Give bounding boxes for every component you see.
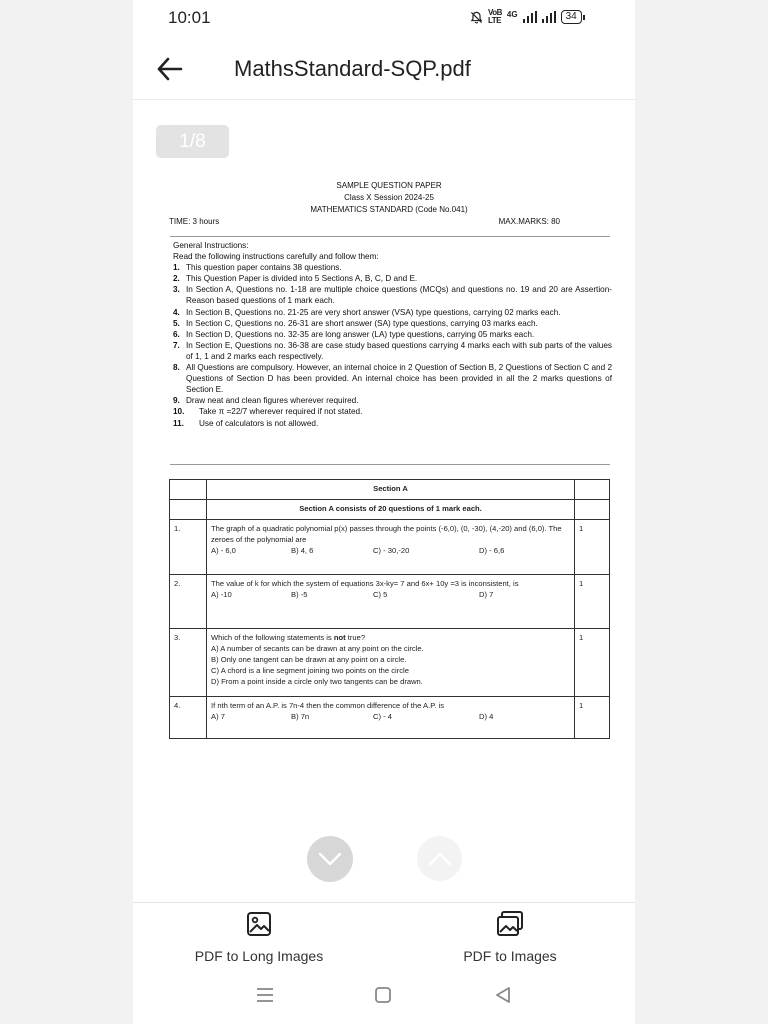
option: A) -10	[211, 590, 232, 599]
divider	[170, 236, 610, 237]
instruction-number: 5.	[173, 318, 180, 328]
table-cell	[575, 500, 610, 520]
instruction-item	[173, 395, 612, 406]
instructions-heading: General Instructions:	[173, 241, 249, 250]
instruction-text: In Section B, Questions no. 21-25 are very short answer (VSA) type questions, carrying 02 marks each.	[186, 307, 561, 317]
section-title: Section A	[207, 480, 575, 500]
instruction-item	[173, 340, 612, 362]
question-number: 1.	[170, 520, 207, 575]
question-text: The value of k for which the system of equations 3x-ky= 7 and 6x+ 10y =3 is inconsistent, is	[211, 579, 519, 588]
option: D) 4	[479, 712, 494, 721]
question-options	[211, 711, 570, 722]
pdf-page[interactable]	[166, 180, 612, 428]
option-line: C) A chord is a line segment joining two points on the circle	[211, 666, 409, 675]
network-label	[488, 9, 502, 25]
paper-heading-line: MATHEMATICS STANDARD (Code No.041)	[310, 205, 468, 214]
signal-icon	[523, 11, 537, 23]
instruction-text: In Section A, Questions no. 1-18 are multiple choice questions (MCQs) and questions no. 19 and 20 are Assertion- Reason based questions of 1 mark each.	[186, 285, 612, 306]
signal-icon	[542, 11, 556, 23]
table-row	[170, 575, 610, 629]
question-marks: 1	[575, 697, 610, 739]
question-cell	[207, 697, 575, 739]
instructions-intro: Read the following instructions carefully and follow them:	[173, 252, 379, 262]
home-icon[interactable]	[372, 984, 394, 1006]
long-image-icon	[245, 910, 273, 938]
instruction-item	[173, 273, 612, 284]
battery-icon	[561, 10, 585, 24]
next-page-button[interactable]	[307, 836, 353, 882]
option: B) -5	[291, 590, 308, 599]
network-type: 4G	[506, 9, 518, 19]
option-line: A) A number of secants can be drawn at any point on the circle.	[211, 644, 424, 653]
pdf-to-long-images-button[interactable]	[179, 908, 339, 964]
question-marks: 1	[575, 629, 610, 697]
pdf-to-images-button[interactable]	[430, 908, 590, 964]
instruction-item	[173, 262, 612, 273]
instruction-text: Draw neat and clean figures wherever required.	[186, 396, 359, 406]
network-label-bottom: LTE	[488, 16, 502, 25]
option: A) 7	[211, 712, 225, 721]
instruction-text: In Section E, Questions no. 36-38 are case study based questions carrying 4 marks each with sub parts of the values of 1, 1 and 2 marks each respectively.	[186, 340, 612, 361]
question-cell	[207, 629, 575, 697]
battery-tip	[583, 15, 585, 20]
instruction-item	[173, 318, 612, 329]
question-number: 4.	[170, 697, 207, 739]
option: A) - 6,0	[211, 546, 236, 555]
question-marks: 1	[575, 575, 610, 629]
mute-icon	[470, 11, 483, 24]
back-icon[interactable]	[492, 984, 514, 1006]
network-label-top: VoB	[488, 8, 502, 17]
question-text: The graph of a quadratic polynomial p(x) passes through the points (-6,0), (0, -30), (4,-20) and (6,0). The zeroes of the polynomial are	[211, 524, 562, 544]
question-text-part: Which of the following statements is	[211, 633, 334, 642]
instruction-item	[173, 362, 612, 395]
instruction-number: 10.	[173, 407, 185, 417]
paper-heading	[166, 180, 612, 216]
previous-page-button[interactable]	[417, 836, 462, 881]
section-subtitle: Section A consists of 20 questions of 1 mark each.	[207, 500, 575, 520]
table-row	[170, 480, 610, 500]
general-instructions	[173, 240, 612, 429]
instruction-number: 11.	[173, 418, 184, 428]
instruction-number: 2.	[173, 274, 180, 284]
option: D) 7	[479, 590, 494, 599]
instruction-text: In Section C, Questions no. 26-31 are short answer (SA) type questions, carrying 03 marks each.	[186, 318, 538, 328]
question-cell	[207, 575, 575, 629]
option: C) - 30,-20	[373, 546, 410, 555]
chevron-down-icon	[318, 852, 342, 866]
question-options	[211, 589, 570, 600]
option: D) - 6,6	[479, 546, 505, 555]
question-options	[211, 545, 570, 556]
question-number: 2.	[170, 575, 207, 629]
status-icons	[470, 9, 585, 25]
question-cell	[207, 520, 575, 575]
instruction-item	[173, 284, 612, 306]
question-text-emphasis: not	[333, 633, 346, 642]
instruction-number: 7.	[173, 340, 180, 350]
header-divider	[133, 99, 635, 100]
question-marks: 1	[575, 520, 610, 575]
images-icon	[495, 910, 525, 938]
option: C) 5	[373, 590, 388, 599]
instruction-text: Take π =22/7 wherever required if not stated.	[199, 407, 363, 417]
paper-max-marks: MAX.MARKS: 80	[498, 217, 560, 226]
paper-time: TIME: 3 hours	[169, 217, 220, 226]
instruction-text: This question paper contains 38 questions.	[186, 263, 342, 273]
option: B) 4, 6	[291, 546, 314, 555]
question-number: 3.	[170, 629, 207, 697]
battery-level: 34	[561, 10, 582, 24]
instruction-number: 9.	[173, 396, 180, 406]
back-arrow-icon[interactable]	[155, 55, 185, 83]
table-row	[170, 629, 610, 697]
document-title: MathsStandard-SQP.pdf	[234, 56, 471, 81]
chevron-up-icon	[428, 852, 452, 866]
table-cell	[575, 480, 610, 500]
instruction-text: All Questions are compulsory. However, an internal choice in 2 Question of Section B, 2 Questions of Section C and 2 Questions of Section D has been provided. An internal choice has been provided in all the 2 marks questions of Section E.	[186, 363, 612, 395]
option-line: D) From a point inside a circle only two tangents can be drawn.	[211, 677, 423, 686]
table-row	[170, 520, 610, 575]
paper-heading-line: SAMPLE QUESTION PAPER	[336, 181, 442, 190]
action-bar-divider	[133, 902, 635, 903]
action-label: PDF to Long Images	[194, 948, 324, 964]
paper-heading-line: Class X Session 2024-25	[344, 193, 434, 202]
instruction-text: Use of calculators is not allowed.	[199, 418, 319, 428]
divider	[170, 464, 610, 465]
table-cell	[170, 500, 207, 520]
page-indicator: 1/8	[156, 125, 229, 158]
instruction-number: 8.	[173, 363, 180, 373]
question-text	[211, 632, 570, 643]
table-row	[170, 697, 610, 739]
instruction-number: 4.	[173, 307, 180, 317]
paper-meta	[169, 217, 560, 226]
instruction-item	[173, 307, 612, 318]
instruction-item	[173, 329, 612, 340]
status-time: 10:01	[168, 8, 211, 27]
section-a-table	[169, 479, 610, 739]
instruction-text: This Question Paper is divided into 5 Sections A, B, C, D and E.	[186, 274, 418, 284]
option: C) - 4	[373, 712, 392, 721]
table-cell	[170, 480, 207, 500]
instruction-item	[173, 418, 612, 429]
instruction-text: In Section D, Questions no. 32-35 are long answer (LA) type questions, carrying 05 marks each.	[186, 329, 535, 339]
instruction-number: 3.	[173, 285, 180, 295]
instruction-number: 6.	[173, 329, 180, 339]
table-row	[170, 500, 610, 520]
question-text-part: true?	[345, 633, 366, 642]
instruction-item	[173, 406, 612, 417]
question-text: If nth term of an A.P. is 7n-4 then the common difference of the A.P. is	[211, 701, 445, 710]
menu-icon[interactable]	[254, 984, 276, 1006]
instruction-number: 1.	[173, 263, 180, 273]
option-line: B) Only one tangent can be drawn at any point on a circle.	[211, 655, 407, 664]
action-label: PDF to Images	[463, 948, 557, 964]
option: B) 7n	[291, 712, 310, 721]
